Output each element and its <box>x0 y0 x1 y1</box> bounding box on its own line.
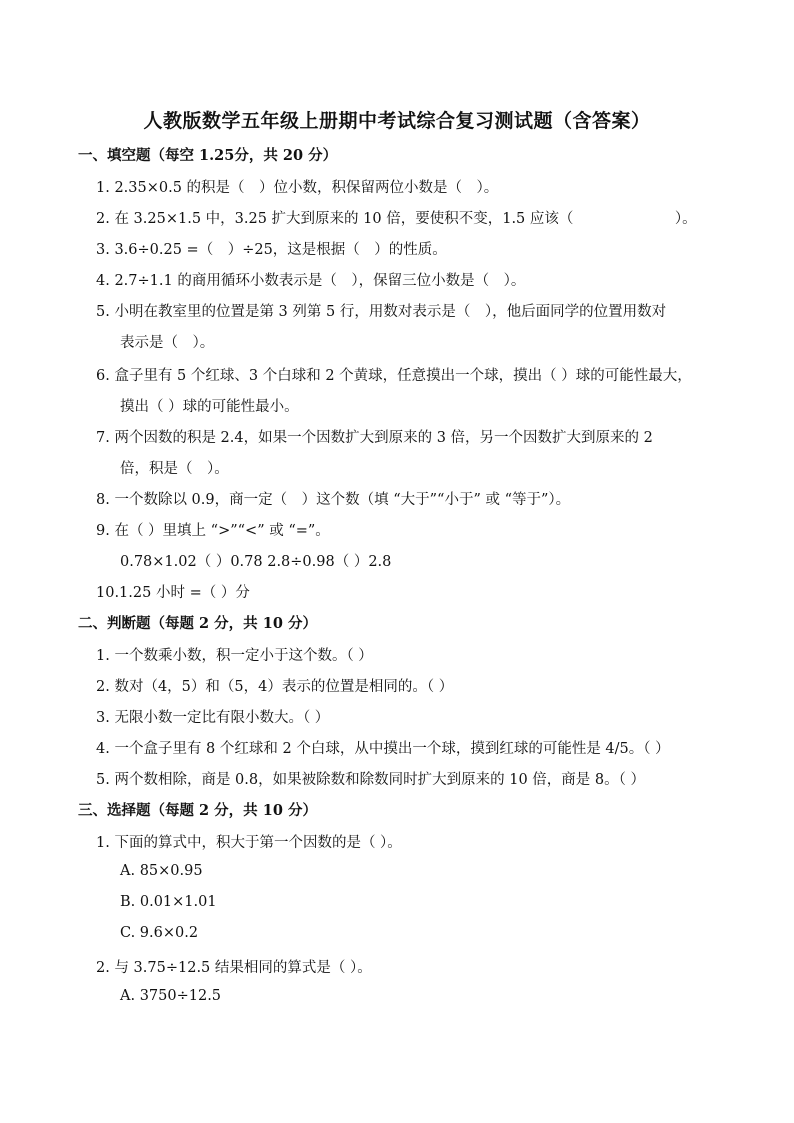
question-line-continued: 表示是（ ）。 <box>120 335 215 351</box>
question-line: 1. 一个数乘小数，积一定小于这个数。（ ） <box>96 648 373 664</box>
question-line-continued: 摸出（ ）球的可能性最小。 <box>120 399 299 415</box>
section-heading-fill-blank: 一、填空题（每空 1.25分，共 20 分） <box>78 147 338 164</box>
choice-option: A. 85×0.95 <box>120 863 203 879</box>
question-line: 4. 2.7÷1.1 的商用循环小数表示是（ ），保留三位小数是（ ）。 <box>96 273 526 289</box>
section-heading-true-false: 二、判断题（每题 2 分，共 10 分） <box>78 615 317 632</box>
question-line: 10.1.25 小时 =（ ）分 <box>96 585 250 601</box>
question-line: 1. 下面的算式中，积大于第一个因数的是（ ）。 <box>96 835 402 851</box>
question-line: 8. 一个数除以 0.9，商一定（ ）这个数（填 “大于”“小于” 或 “等于”）。 <box>96 492 571 508</box>
question-line: 2. 在 3.25×1.5 中，3.25 扩大到原来的 10 倍，要使积不变，1.5 应该（ ）。 <box>96 211 697 227</box>
question-line: 3. 无限小数一定比有限小数大。（ ） <box>96 710 330 726</box>
choice-option: C. 9.6×0.2 <box>120 925 199 941</box>
question-line: 5. 小明在教室里的位置是第 3 列第 5 行，用数对表示是（ ），他后面同学的位置用数对 <box>96 304 667 320</box>
choice-option: A. 3750÷12.5 <box>120 988 222 1004</box>
question-line: 6. 盒子里有 5 个红球、3 个白球和 2 个黄球，任意摸出一个球，摸出（ ）球的可能性最大， <box>96 368 692 384</box>
question-line-continued: 0.78×1.02（ ）0.78 2.8÷0.98（ ）2.8 <box>120 554 392 570</box>
question-line: 4. 一个盒子里有 8 个红球和 2 个白球，从中摸出一个球，摸到红球的可能性是 4/5。（ ） <box>96 741 670 757</box>
question-line: 2. 数对（4，5）和（5，4）表示的位置是相同的。（ ） <box>96 679 454 695</box>
question-line: 5. 两个数相除，商是 0.8，如果被除数和除数同时扩大到原来的 10 倍，商是 8。（ ） <box>96 772 645 788</box>
question-line: 3. 3.6÷0.25 =（ ）÷25，这是根据（ ）的性质。 <box>96 242 447 258</box>
question-line-continued: 倍，积是（ ）。 <box>120 461 229 477</box>
question-line: 2. 与 3.75÷12.5 结果相同的算式是（ ）。 <box>96 960 372 976</box>
choice-option: B. 0.01×1.01 <box>120 894 217 910</box>
question-line: 7. 两个因数的积是 2.4，如果一个因数扩大到原来的 3 倍，另一个因数扩大到原来的 2 <box>96 430 653 446</box>
question-line: 9. 在（ ）里填上 “>”“<” 或 “=”。 <box>96 523 330 539</box>
question-line: 1. 2.35×0.5 的积是（ ）位小数，积保留两位小数是（ ）。 <box>96 180 499 196</box>
section-heading-multiple-choice: 三、选择题（每题 2 分，共 10 分） <box>78 802 317 819</box>
page-title: 人教版数学五年级上册期中考试综合复习测试题（含答案） <box>143 110 651 132</box>
